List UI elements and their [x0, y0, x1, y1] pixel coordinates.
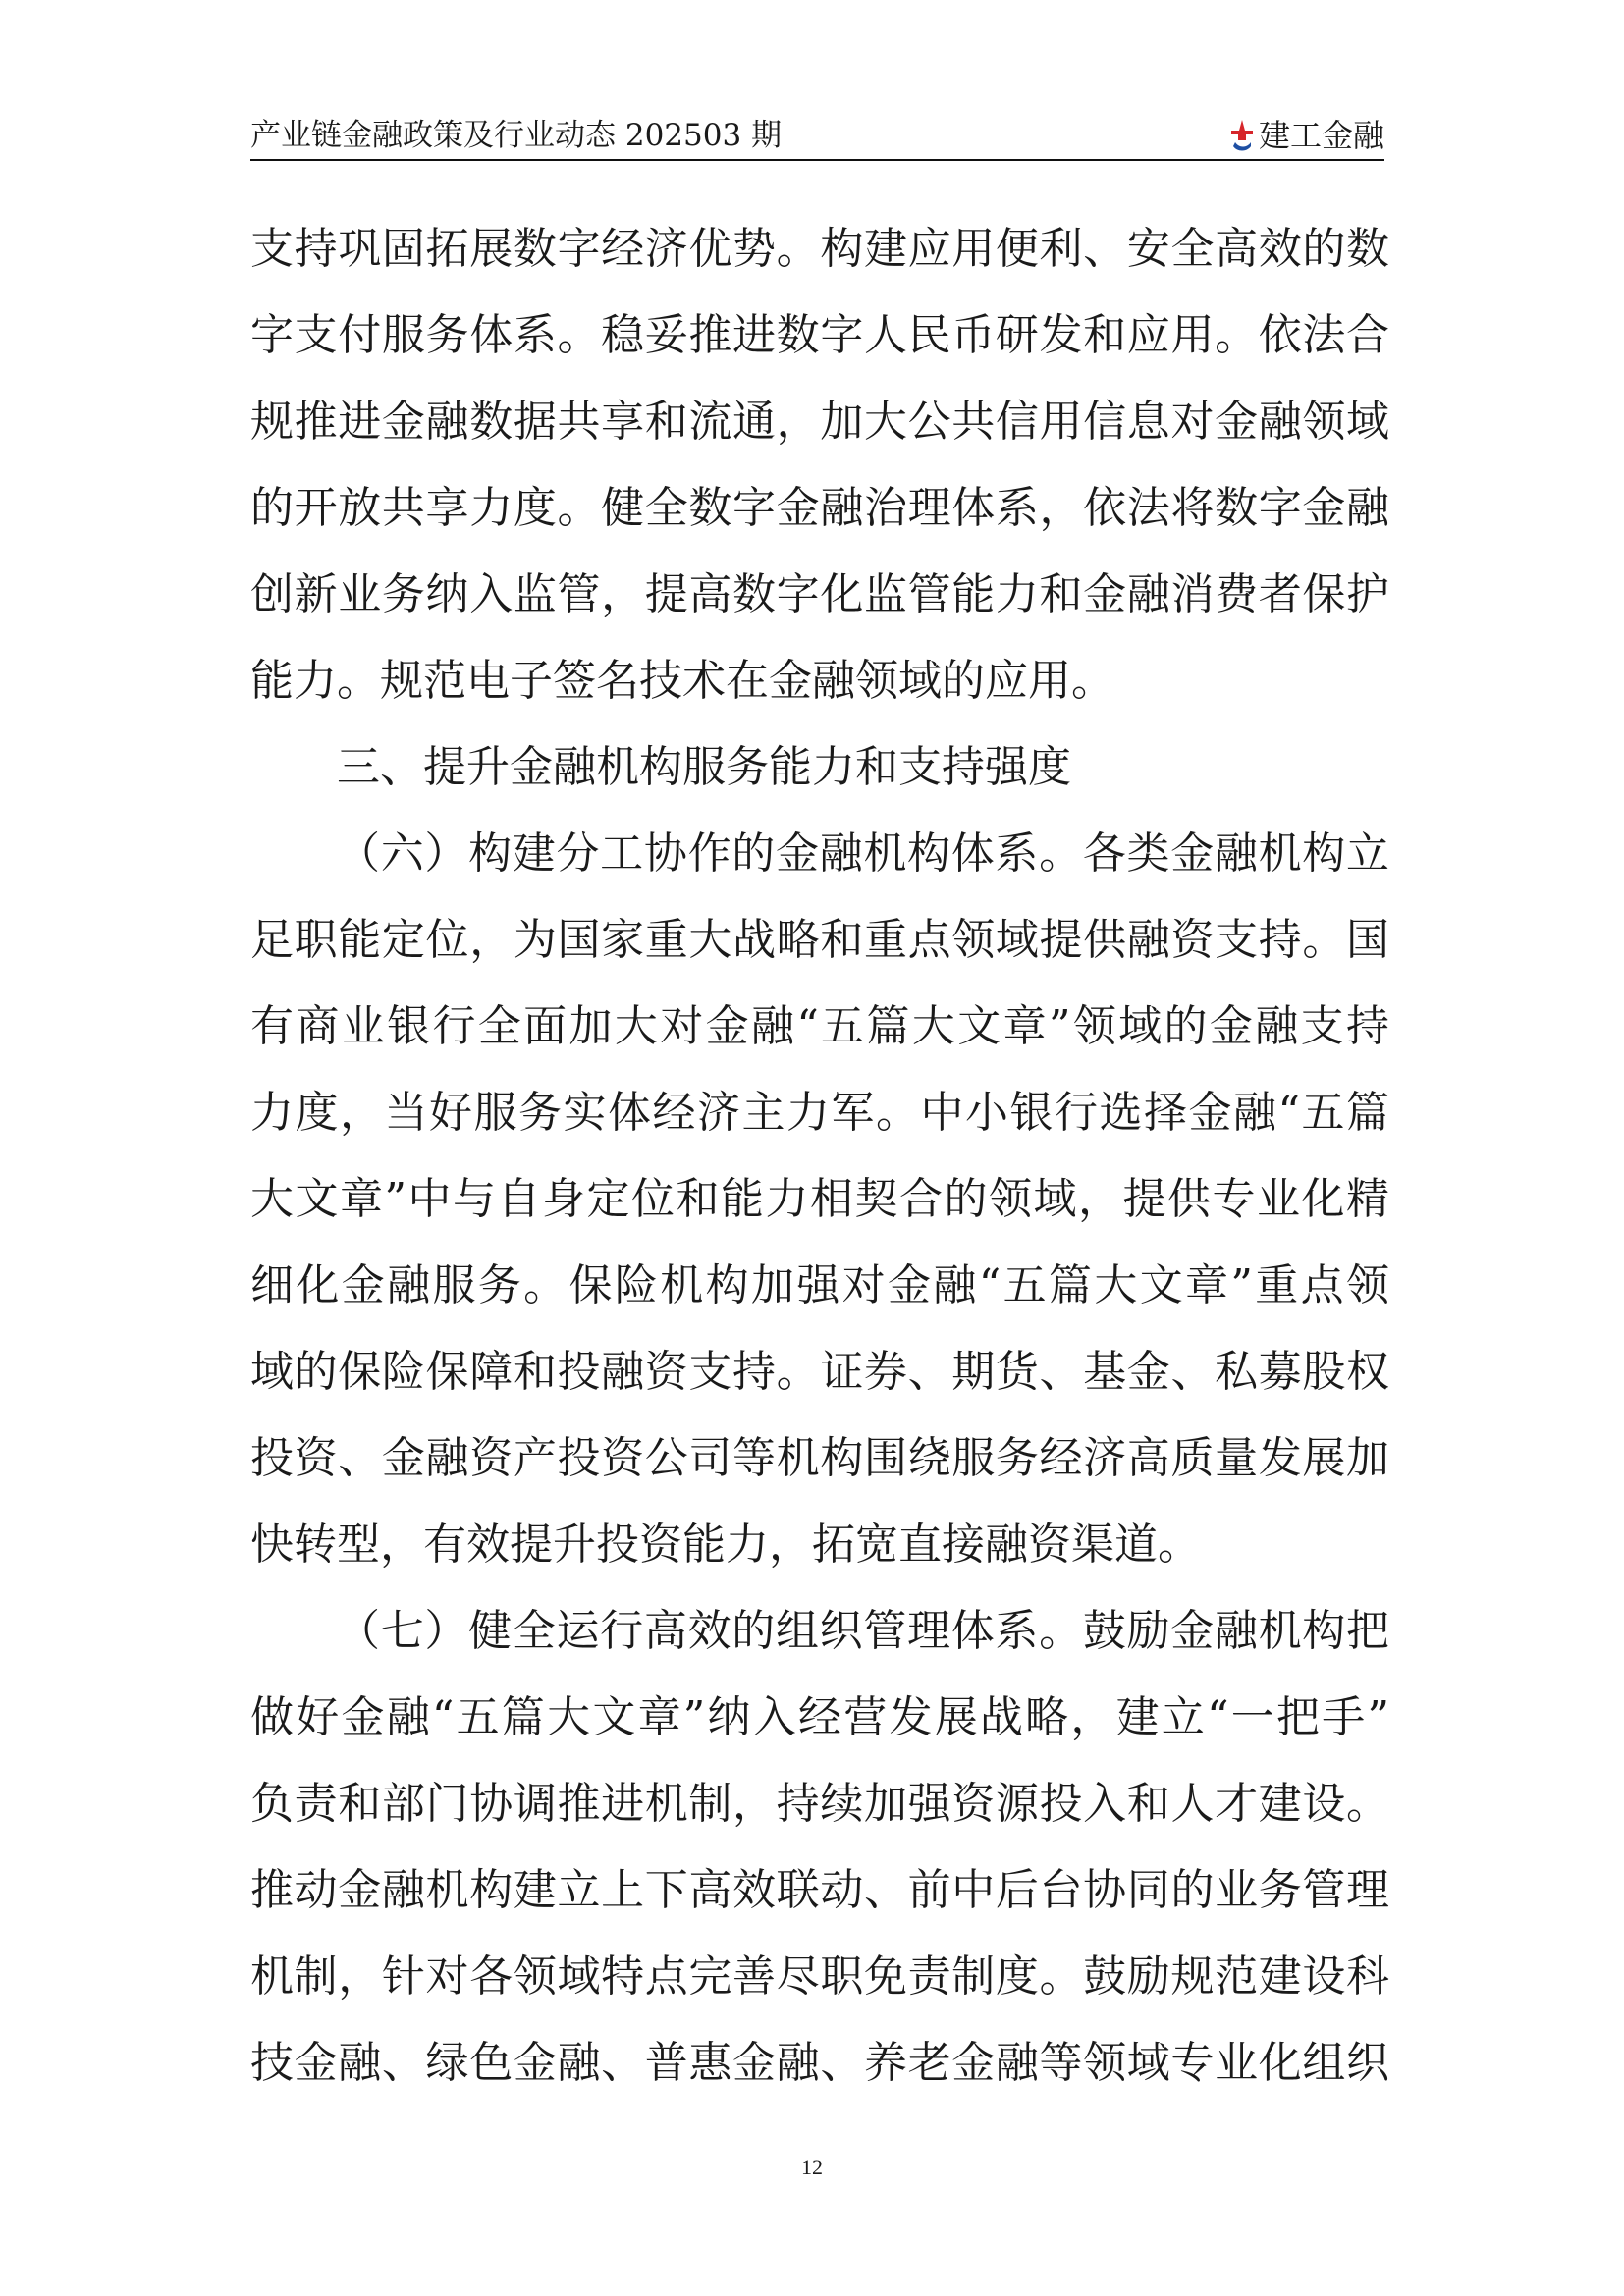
text-line: 创新业务纳入监管，提高数字化监管能力和金融消费者保护 — [250, 569, 1389, 619]
company-logo-icon — [1229, 119, 1255, 152]
text-line: 快转型，有效提升投资能力，拓宽直接融资渠道。 — [250, 1520, 1201, 1570]
brand — [1229, 118, 1384, 153]
text-line: 投资、金融资产投资公司等机构围绕服务经济高质量发展加 — [250, 1433, 1389, 1483]
text-line: 足职能定位，为国家重大战略和重点领域提供融资支持。国 — [250, 915, 1389, 965]
text-line: （七）健全运行高效的组织管理体系。鼓励金融机构把 — [337, 1606, 1389, 1656]
text-line: 推动金融机构建立上下高效联动、前中后台协同的业务管理 — [250, 1865, 1389, 1915]
brand-name: 建工金融 — [1258, 117, 1384, 154]
document-body — [250, 206, 1389, 2107]
text-line: （六）构建分工协作的金融机构体系。各类金融机构立 — [337, 828, 1389, 879]
text-line: 支持巩固拓展数字经济优势。构建应用便利、安全高效的数 — [250, 224, 1389, 274]
text-line: 技金融、绿色金融、普惠金融、养老金融等领域专业化组织 — [250, 2038, 1389, 2088]
text-line: 做好金融“五篇大文章”纳入经营发展战略，建立“一把手” — [250, 1692, 1389, 1742]
text-line: 机制，针对各领域特点完善尽职免责制度。鼓励规范建设科 — [250, 1951, 1389, 2002]
text-line: 负责和部门协调推进机制，持续加强资源投入和人才建设。 — [250, 1779, 1389, 1829]
header-title: 产业链金融政策及行业动态 202503 期 — [250, 118, 783, 153]
text-line: 细化金融服务。保险机构加强对金融“五篇大文章”重点领 — [250, 1260, 1389, 1310]
text-line: 三、提升金融机构服务能力和支持强度 — [337, 742, 1071, 792]
page-number: 12 — [801, 2155, 823, 2179]
text-line: 有商业银行全面加大对金融“五篇大文章”领域的金融支持 — [250, 1001, 1389, 1051]
text-line: 规推进金融数据共享和流通，加大公共信用信息对金融领域 — [250, 397, 1389, 447]
text-line: 的开放共享力度。健全数字金融治理体系，依法将数字金融 — [250, 483, 1389, 533]
text-line: 力度，当好服务实体经济主力军。中小银行选择金融“五篇 — [250, 1088, 1389, 1138]
text-line: 字支付服务体系。稳妥推进数字人民币研发和应用。依法合 — [250, 310, 1389, 360]
text-line: 能力。规范电子签名技术在金融领域的应用。 — [250, 656, 1114, 706]
text-line: 域的保险保障和投融资支持。证券、期货、基金、私募股权 — [250, 1347, 1389, 1397]
text-line: 大文章”中与自身定位和能力相契合的领域，提供专业化精 — [250, 1174, 1389, 1224]
page-header — [250, 110, 1384, 161]
